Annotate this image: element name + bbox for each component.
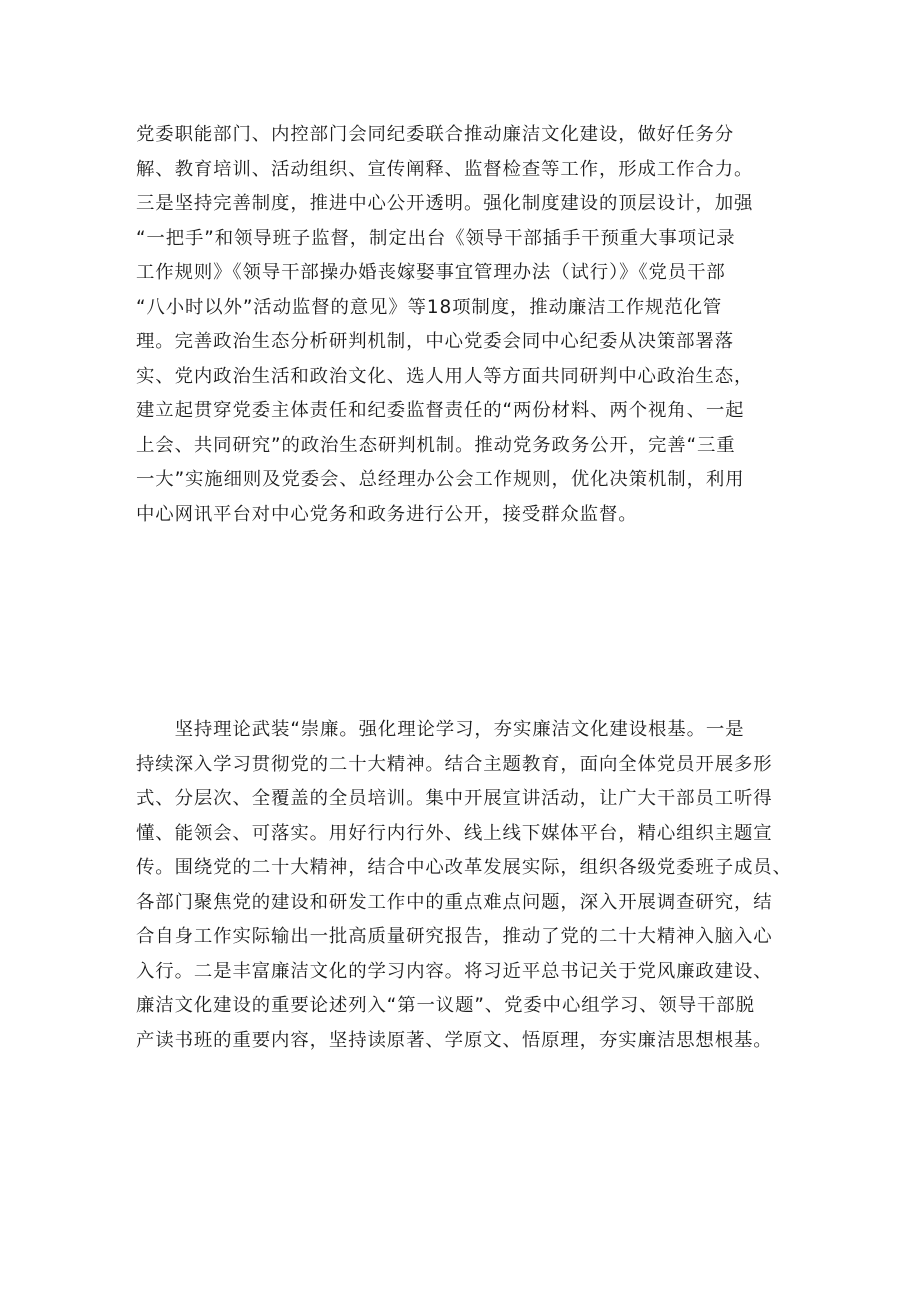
text-line: 解、教育培训、活动组织、宣传阐释、监督检查等工作，形成工作合力。	[136, 158, 754, 180]
paragraph-system-building	[136, 118, 800, 533]
text-line: 坚持理论武装“崇廉。强化理论学习，夯实廉洁文化建设根基。一是	[136, 719, 745, 740]
text-line: 懂、能领会、可落实。用好行内行外、线上线下媒体平台，精心组织主题宣	[136, 822, 773, 844]
text-line: 党委职能部门、内控部门会同纪委联合推动廉洁文化建设，做好任务分	[136, 124, 735, 145]
text-line: “八小时以外”活动监督的意见》等18项制度，推动廉洁工作规范化管	[136, 296, 723, 318]
text-line: 上会、共同研究”的政治生态研判机制。推动党务政务公开，完善“三重	[136, 434, 736, 456]
text-line: “一把手”和领导班子监督，制定出台《领导干部插手干预重大事项记录	[136, 227, 736, 249]
text-line: 合自身工作实际输出一批高质量研究报告，推动了党的二十大精神入脑入心	[136, 926, 773, 948]
text-line: 建立起贯穿党委主体责任和纪委监督责任的“两份材料、两个视角、一起	[136, 400, 745, 422]
text-line: 实、党内政治生活和政治文化、选人用人等方面共同研判中心政治生态，	[136, 365, 754, 387]
text-line: 入行。二是丰富廉洁文化的学习内容。将习近平总书记关于党风廉政建设、	[136, 960, 773, 982]
paragraph-theory-study	[136, 713, 800, 1058]
text-line: 三是坚持完善制度，推进中心公开透明。强化制度建设的顶层设计，加强	[136, 193, 754, 215]
text-line: 工作规则》《领导干部操办婚丧嫁娶事宜管理办法（试行）》《党员干部	[136, 262, 726, 284]
text-line: 廉洁文化建设的重要论述列入“第一议题”、党委中心组学习、领导干部脱	[136, 995, 755, 1017]
text-line: 一大”实施细则及党委会、总经理办公会工作规则，优化决策机制，利用	[136, 469, 745, 491]
text-line: 传。围绕党的二十大精神，结合中心改革发展实际，组织各级党委班子成员、	[136, 857, 792, 879]
text-line: 产读书班的重要内容，坚持读原著、学原文、悟原理，夯实廉洁思想根基。	[136, 1029, 773, 1051]
text-line: 式、分层次、全覆盖的全员培训。集中开展宣讲活动，让广大干部员工听得	[136, 788, 773, 810]
text-line: 持续深入学习贯彻党的二十大精神。结合主题教育，面向全体党员开展多形	[136, 753, 773, 775]
text-line: 中心网讯平台对中心党务和政务进行公开，接受群众监督。	[136, 504, 638, 526]
text-line: 各部门聚焦党的建设和研发工作中的重点难点问题，深入开展调查研究，结	[136, 891, 773, 913]
text-line: 理。完善政治生态分析研判机制，中心党委会同中心纪委从决策部署落	[136, 331, 735, 353]
